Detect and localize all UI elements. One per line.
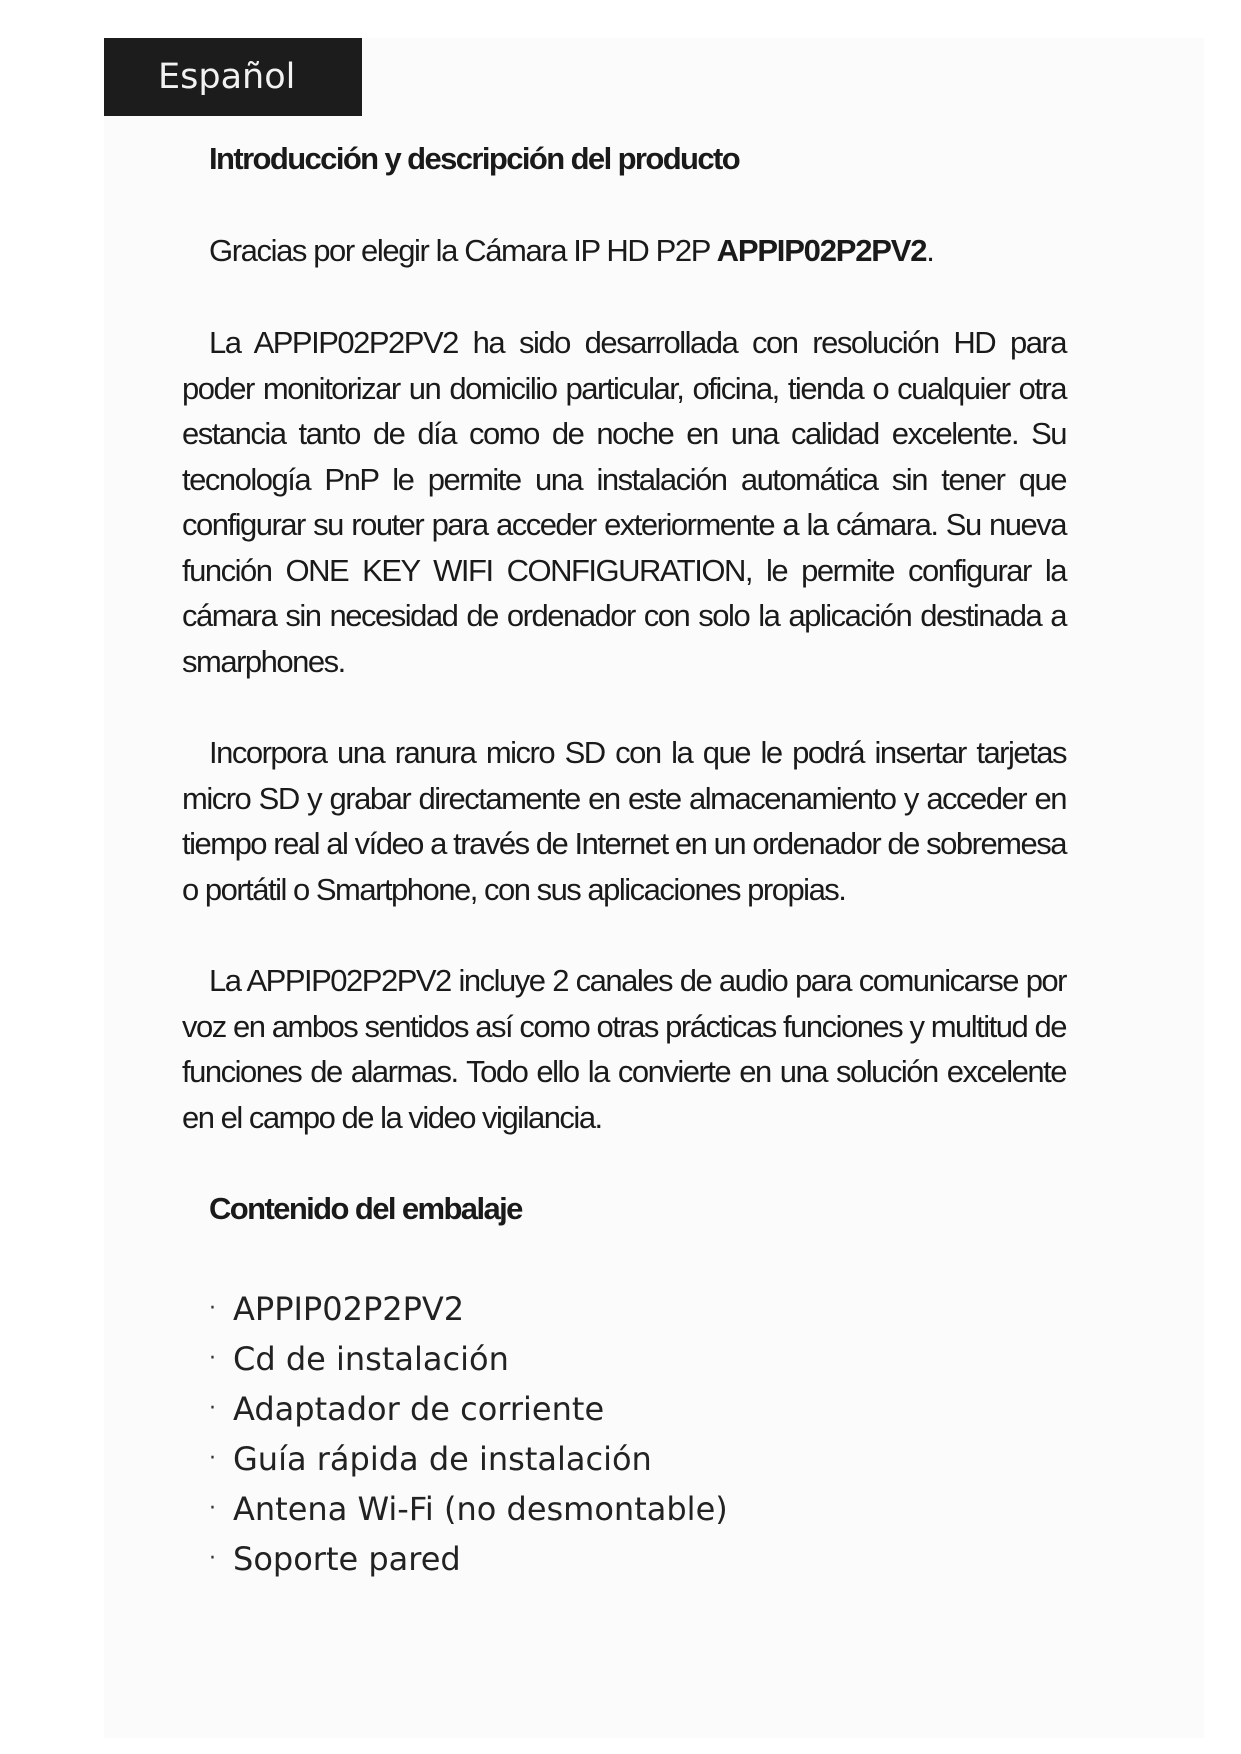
- bullet-icon: ·: [209, 1446, 216, 1471]
- document-body: [182, 136, 1066, 1584]
- contents-list: [209, 1284, 1066, 1584]
- paragraph-description: La APPIP02P2PV2 ha sido desarrollada con resolución HD para poder monitorizar un domicilio particular, oficina, tienda o cualquier otra estancia tanto de día como de noche en una calidad excelente. Su tecnología PnP le permite una instalación automática sin tener que configurar su router para acceder exteriormente a la cámara. Su nueva función ONE KEY WIFI CONFIGURATION, le permite configurar la cámara sin necesidad de ordenador con solo la aplicación destinada a smarphones.: [182, 325, 1066, 679]
- section-heading-intro: Introducción y descripción del producto: [209, 141, 740, 176]
- intro-text: Gracias por elegir la Cámara IP HD P2P: [209, 233, 717, 268]
- bullet-icon: ·: [209, 1296, 216, 1321]
- list-item: [209, 1534, 1066, 1584]
- list-item-label: Adaptador de corriente: [233, 1390, 605, 1428]
- bullet-icon: ·: [209, 1346, 216, 1371]
- list-item: [209, 1334, 1066, 1384]
- intro-end: .: [926, 233, 934, 268]
- list-item: [209, 1434, 1066, 1484]
- list-item-label: Antena Wi-Fi (no desmontable): [233, 1490, 728, 1528]
- section-heading-contents: Contenido del embalaje: [209, 1191, 522, 1226]
- list-item: [209, 1484, 1066, 1534]
- list-item-label: Cd de instalación: [233, 1340, 509, 1378]
- intro-model: APPIP02P2PV2: [716, 233, 927, 268]
- language-tab: Español: [104, 38, 362, 116]
- list-item-label: Soporte pared: [233, 1540, 461, 1578]
- intro-line: [209, 228, 1066, 274]
- list-item-label: Guía rápida de instalación: [233, 1440, 652, 1478]
- bullet-icon: ·: [209, 1496, 216, 1521]
- list-item: [209, 1384, 1066, 1434]
- list-item: [209, 1284, 1066, 1334]
- paragraph-storage: Incorpora una ranura micro SD con la que le podrá insertar tarjetas micro SD y grabar directamente en este almacenamiento y acceder en tiempo real al vídeo a través de Internet en un ordenador de sobremesa o portátil o Smartphone, con sus aplicaciones propias.: [182, 735, 1066, 907]
- bullet-icon: ·: [209, 1546, 216, 1571]
- list-item-label: APPIP02P2PV2: [233, 1290, 465, 1328]
- paragraph-audio: La APPIP02P2PV2 incluye 2 canales de audio para comunicarse por voz en ambos sentidos así como otras prácticas funciones y multitud de funciones de alarmas. Todo ello la convierte en una solución excelente en el campo de la video vigilancia.: [182, 963, 1066, 1135]
- bullet-icon: ·: [209, 1396, 216, 1421]
